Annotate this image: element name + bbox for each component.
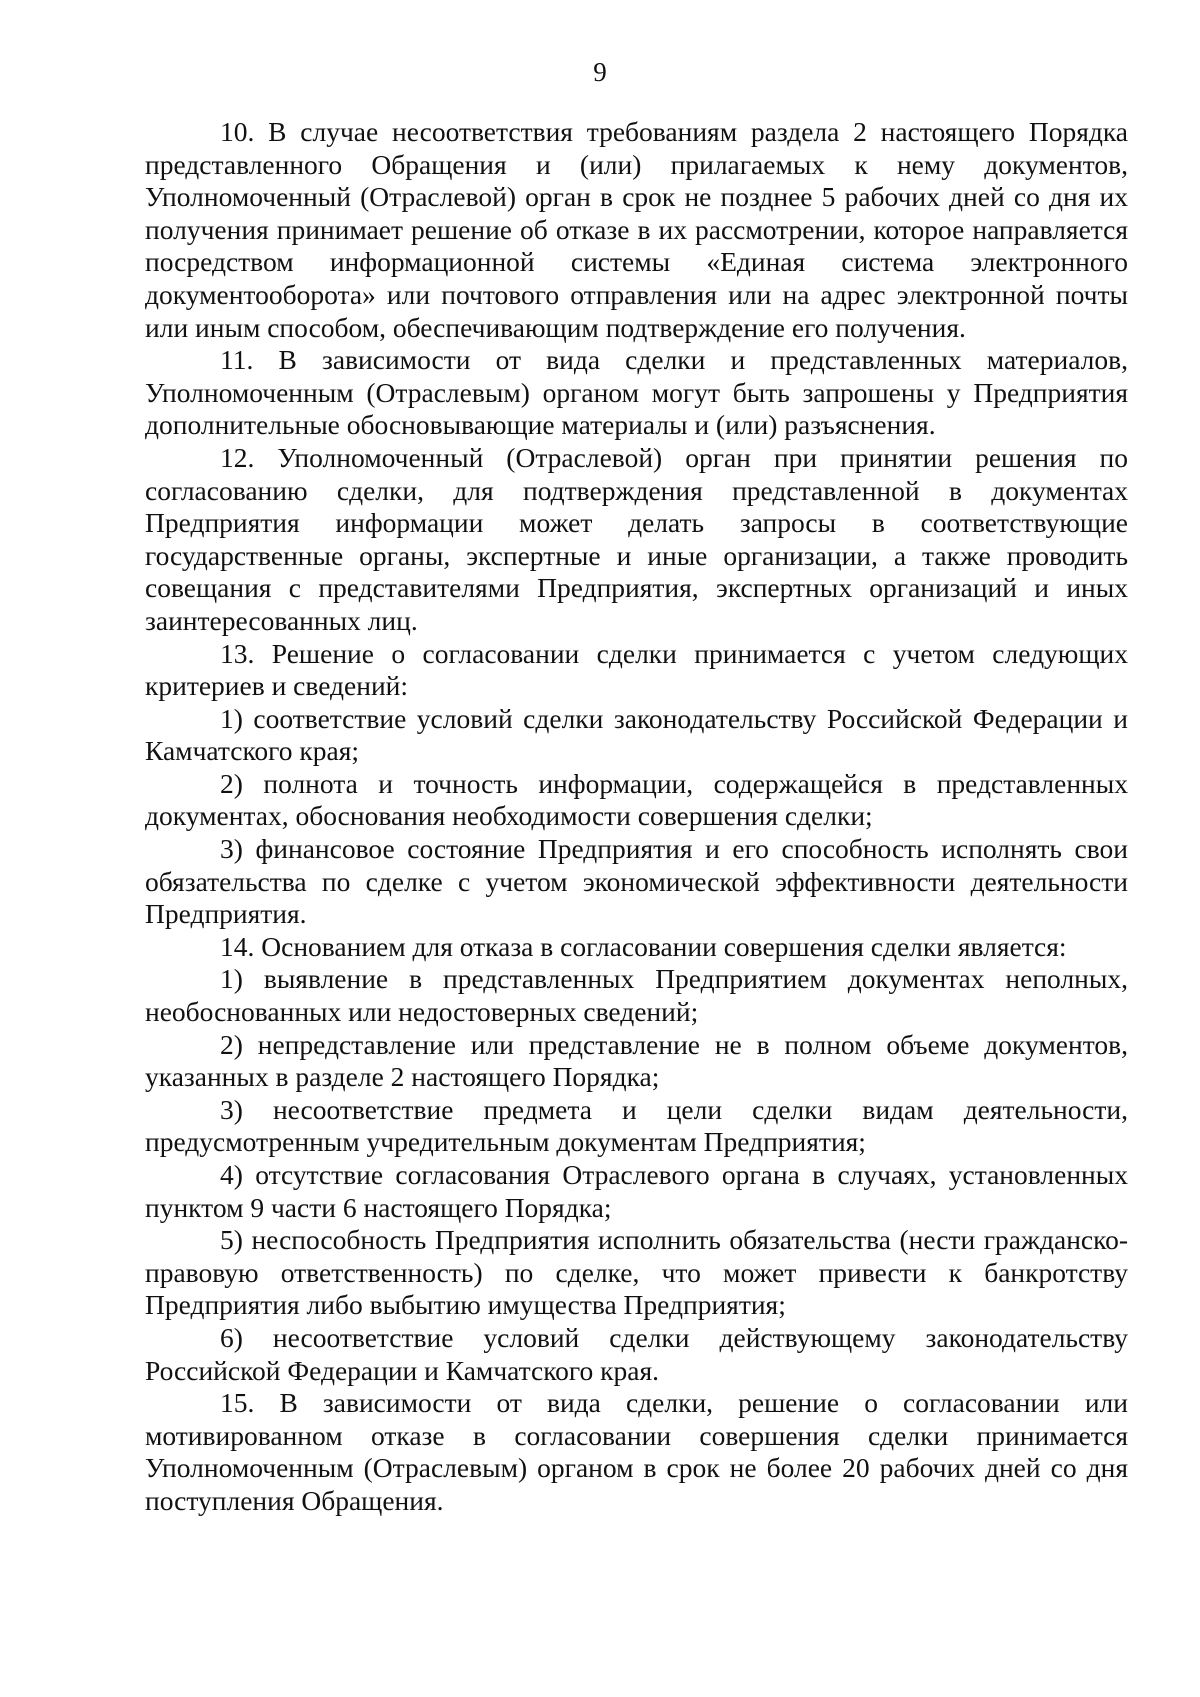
paragraph-14-item-4: 4) отсутствие согласования Отраслевого органа в случаях, установленных пунктом 9 части 6 настоящего Порядка; <box>145 1159 1128 1223</box>
paragraph-14-item-3: 3) несоответствие предмета и цели сделки видам деятельности, предусмотренным учредительным документам Предприятия; <box>145 1093 1128 1158</box>
paragraph-14-item-1: 1) выявление в представленных Предприятием документах неполных, необоснованных или недостоверных сведений; <box>145 963 1128 1028</box>
paragraph-14-item-2: 2) непредставление или представление не в полном объеме документов, указанных в разделе 2 настоящего Порядка; <box>145 1028 1128 1093</box>
page-number: 9 <box>593 57 607 87</box>
paragraph-13: 13. Решение о согласовании сделки принимается с учетом следующих критериев и сведений: <box>145 637 1128 702</box>
paragraph-15: 15. В зависимости от вида сделки, решение о согласовании или мотивированном отказе в согласовании совершения сделки принимается Уполномоченным (Отраслевым) органом в срок не более 20 рабочих дней со дня поступления Обращения. <box>145 1387 1128 1516</box>
paragraph-10: 10. В случае несоответствия требованиям раздела 2 настоящего Порядка представленного Обращения и (или) прилагаемых к нему документов, Уполномоченный (Отраслевой) орган в срок не позднее 5 рабочих дней со дня их получения принимает решение об отказе в их рассмотрении, которое направляется посредством информационной системы «Единая система электронного документооборота» или почтового отправления или на адрес электронной почты или иным способом, обеспечивающим подтверждение его получения. <box>145 116 1128 343</box>
paragraph-14-item-5: 5) неспособность Предприятия исполнить обязательства (нести гражданско-правовую ответственность) по сделке, что может привести к банкротству Предприятия либо выбытию имущества Предприятия; <box>145 1224 1128 1321</box>
paragraph-13-item-1: 1) соответствие условий сделки законодательству Российской Федерации и Камчатского края; <box>145 702 1128 767</box>
paragraph-14: 14. Основанием для отказа в согласовании совершения сделки является: <box>220 930 1067 962</box>
paragraph-14-item-6: 6) несоответствие условий сделки действующему законодательству Российской Федерации и Камчатского края. <box>145 1321 1128 1386</box>
paragraph-12: 12. Уполномоченный (Отраслевой) орган при принятии решения по согласованию сделки, для подтверждения представленной в документах Предприятия информации может делать запросы в соответствующие государственные органы, экспертные и иные организации, а также проводить совещания с представителями Предприятия, экспертных организаций и иных заинтересованных лиц. <box>145 441 1128 636</box>
document-body <box>145 116 1128 1518</box>
paragraph-13-item-3: 3) финансовое состояние Предприятия и его способность исполнять свои обязательства по сделке с учетом экономической эффективности деятельности Предприятия. <box>145 833 1128 930</box>
paragraph-13-item-2: 2) полнота и точность информации, содержащейся в представленных документах, обоснования необходимости совершения сделки; <box>145 767 1128 832</box>
paragraph-11: 11. В зависимости от вида сделки и представленных материалов, Уполномоченным (Отраслевым) органом могут быть запрошены у Предприятия дополнительные обосновывающие материалы и (или) разъяснения. <box>145 344 1128 441</box>
